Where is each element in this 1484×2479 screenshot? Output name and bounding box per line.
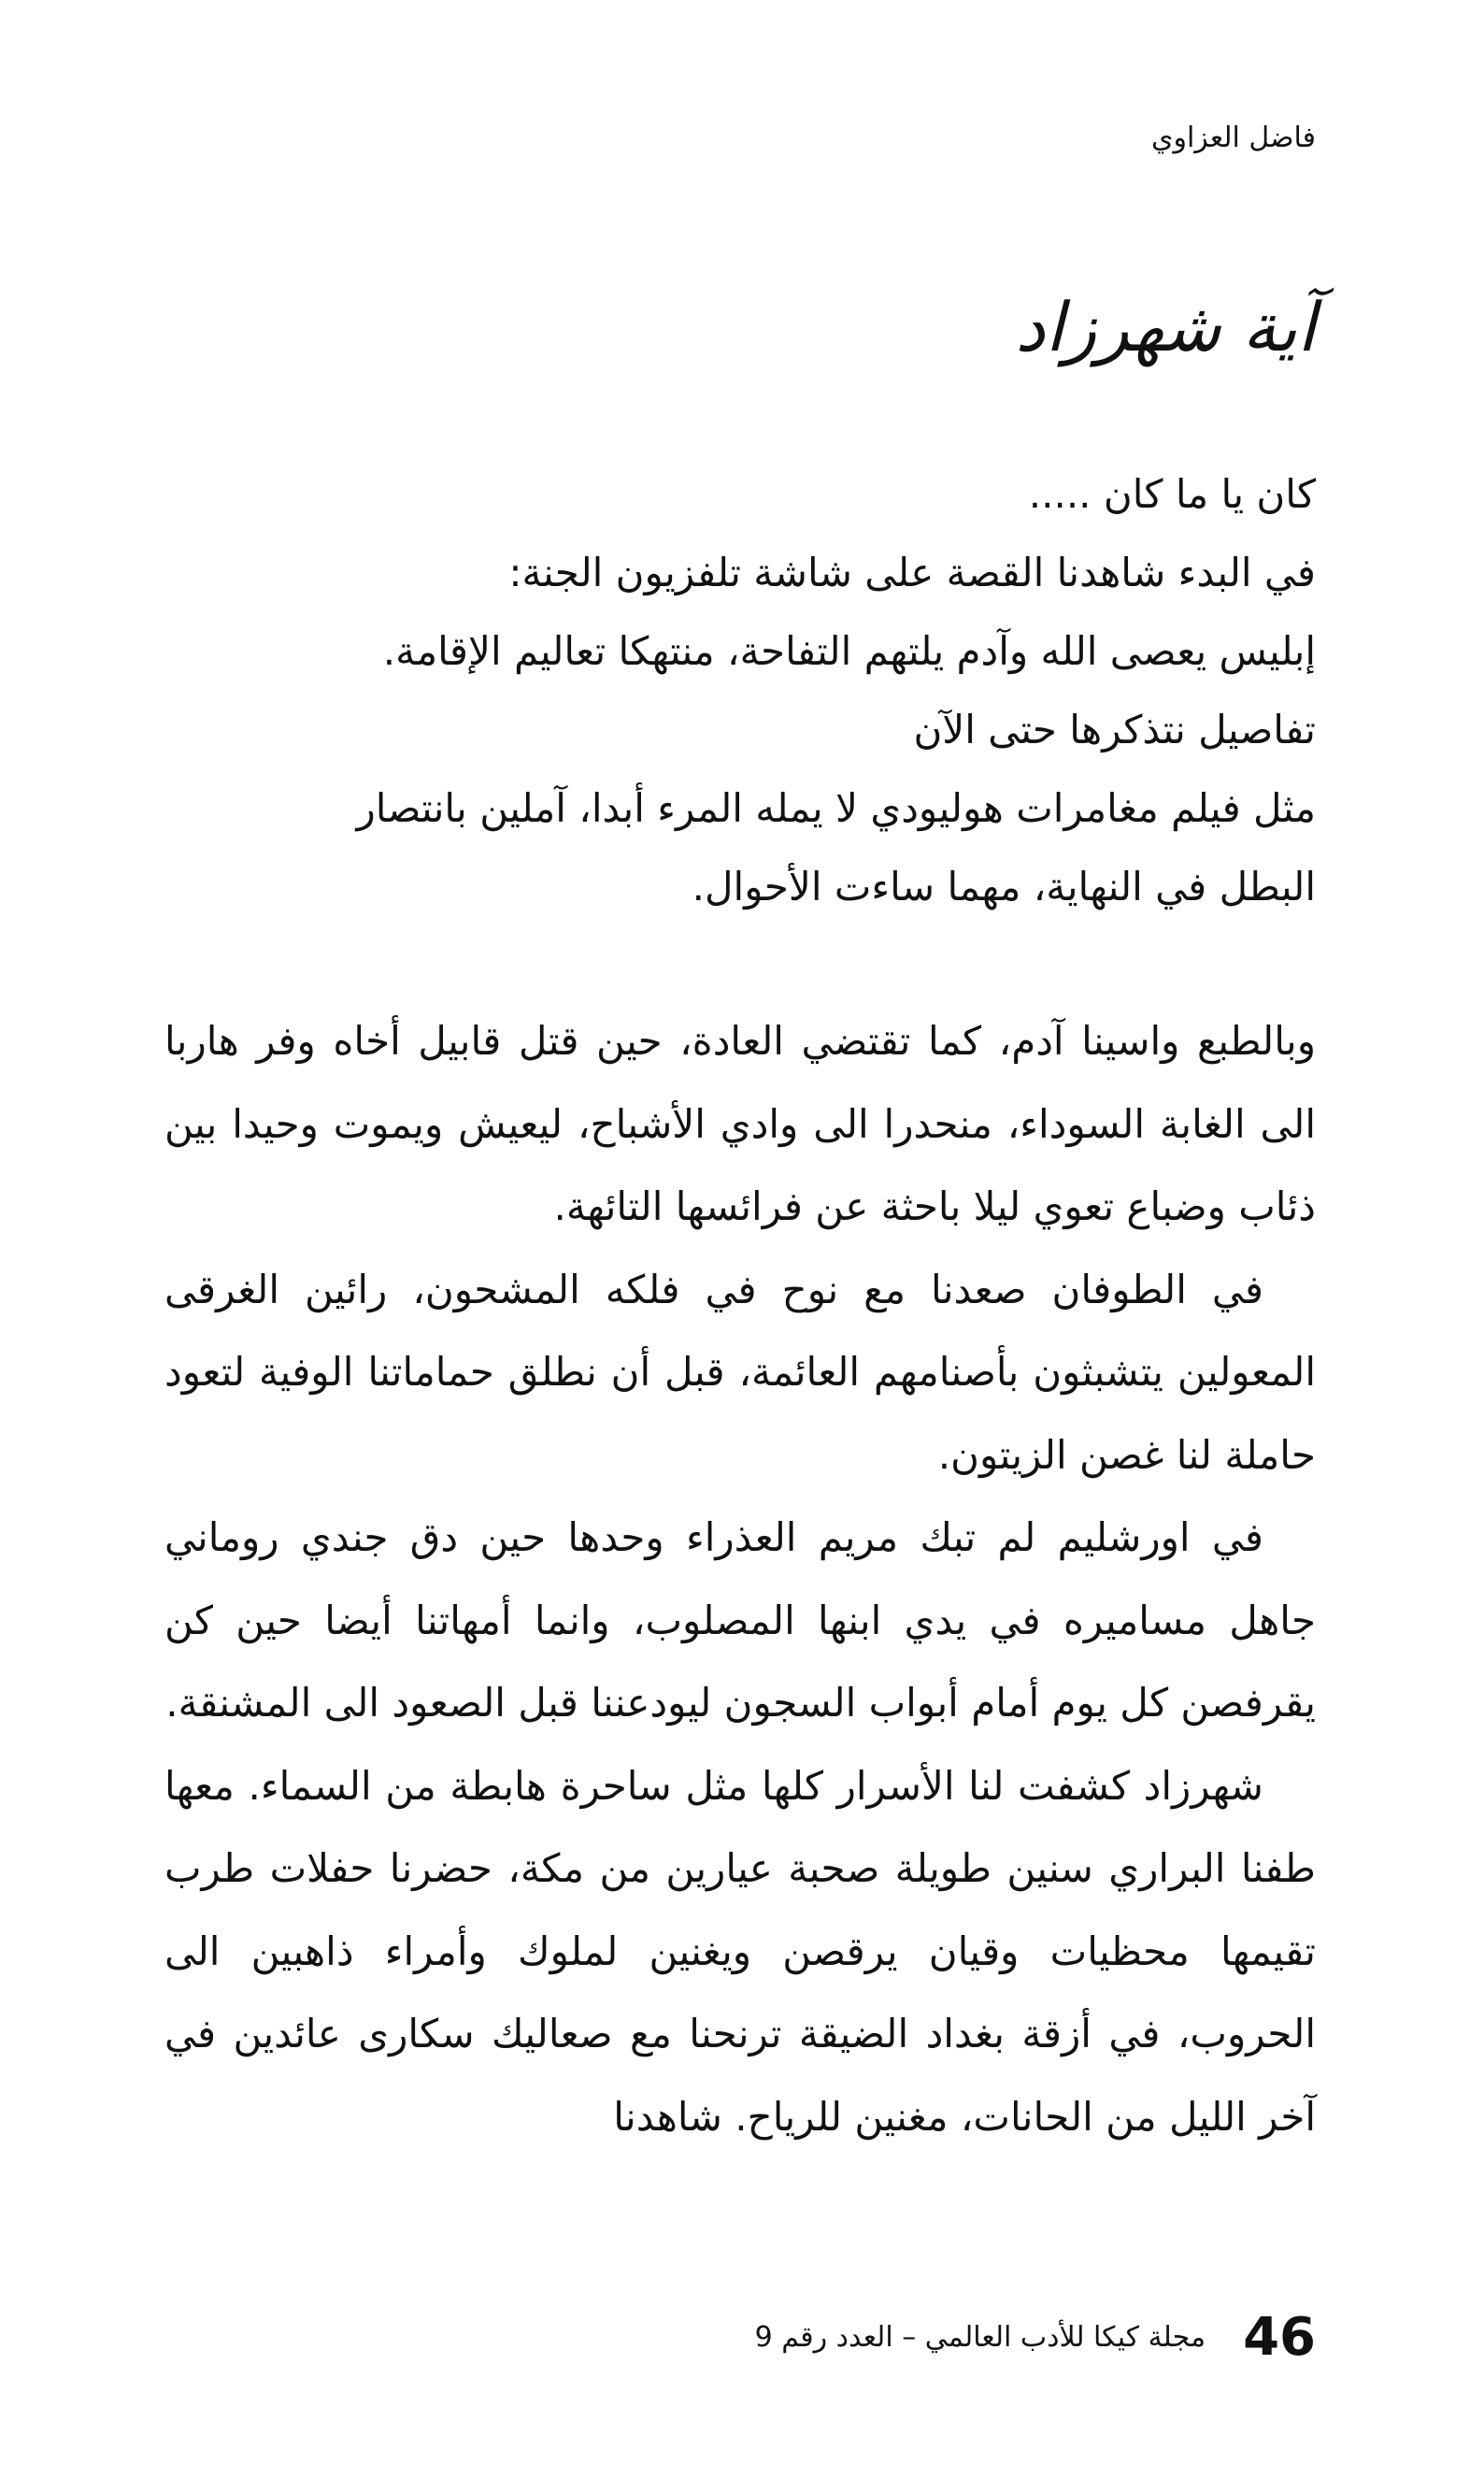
intro-line: إبليس يعصى الله وآدم يلتهم التفاحة، منتهكا تعاليم الإقامة. xyxy=(382,628,1316,674)
intro-line: في البدء شاهدنا القصة على شاشة تلفزيون الجنة: xyxy=(508,550,1316,595)
intro-line: كان يا ما كان ..... xyxy=(1028,471,1316,517)
paragraph-scheherazade: شهرزاد كشفت لنا الأسرار كلها مثل ساحرة هابطة من السماء. معها طفنا البراري سنين طويلة صحبة عيارين من مكة، حضرنا حفلات طرب تقيمها محظيات وقيان يرقصن ويغنين لملوك وأمراء ذاهبين الى الحروب، في أزقة بغداد الضيقة ترنحنا مع صعاليك سكارى عائدين في آخر الليل من الحانات، مغنين للرياح. شاهدنا xyxy=(164,1762,1316,2140)
paragraph-flood: في الطوفان صعدنا مع نوح في فلكه المشحون، رائين الغرقى المعولين يتشبثون بأصنامهم العائمة، قبل أن نطلق حماماتنا الوفية لتعود حاملة لنا غصن الزيتون. xyxy=(164,1266,1316,1478)
paragraph-jerusalem: في اورشليم لم تبك مريم العذراء وحدها حين دق جندي روماني جاهل مساميره في يدي ابنها المصلوب، وانما أمهاتنا أيضا حين كن يقرفصن كل يوم أمام أبواب السجون ليودعننا قبل الصعود الى المشنقة. xyxy=(164,1514,1316,1726)
intro-line: تفاصيل نتذكرها حتى الآن xyxy=(913,707,1316,752)
article-body xyxy=(164,1000,1316,2158)
article-title: آية شهرزاد xyxy=(1015,288,1316,366)
running-header-author: فاضل العزاوي xyxy=(1150,122,1316,154)
page-footer xyxy=(164,2306,1316,2368)
page-number: 46 xyxy=(1243,2306,1316,2368)
intro-block xyxy=(164,455,1316,926)
intro-line: البطل في النهاية، مهما ساءت الأحوال. xyxy=(692,864,1316,910)
paragraph-abel: وبالطبع واسينا آدم، كما تقتضي العادة، حين قتل قابيل أخاه وفر هاربا الى الغابة السوداء، منحدرا الى وادي الأشباح، ليعيش ويموت وحيدا بين ذئاب وضباع تعوي ليلا باحثة عن فرائسها التائهة. xyxy=(164,1018,1316,1229)
intro-line: مثل فيلم مغامرات هوليودي لا يمله المرء أبدا، آملين بانتصار xyxy=(356,785,1316,831)
journal-title: مجلة كيكا للأدب العالمي – العدد رقم 9 xyxy=(754,2320,1206,2354)
